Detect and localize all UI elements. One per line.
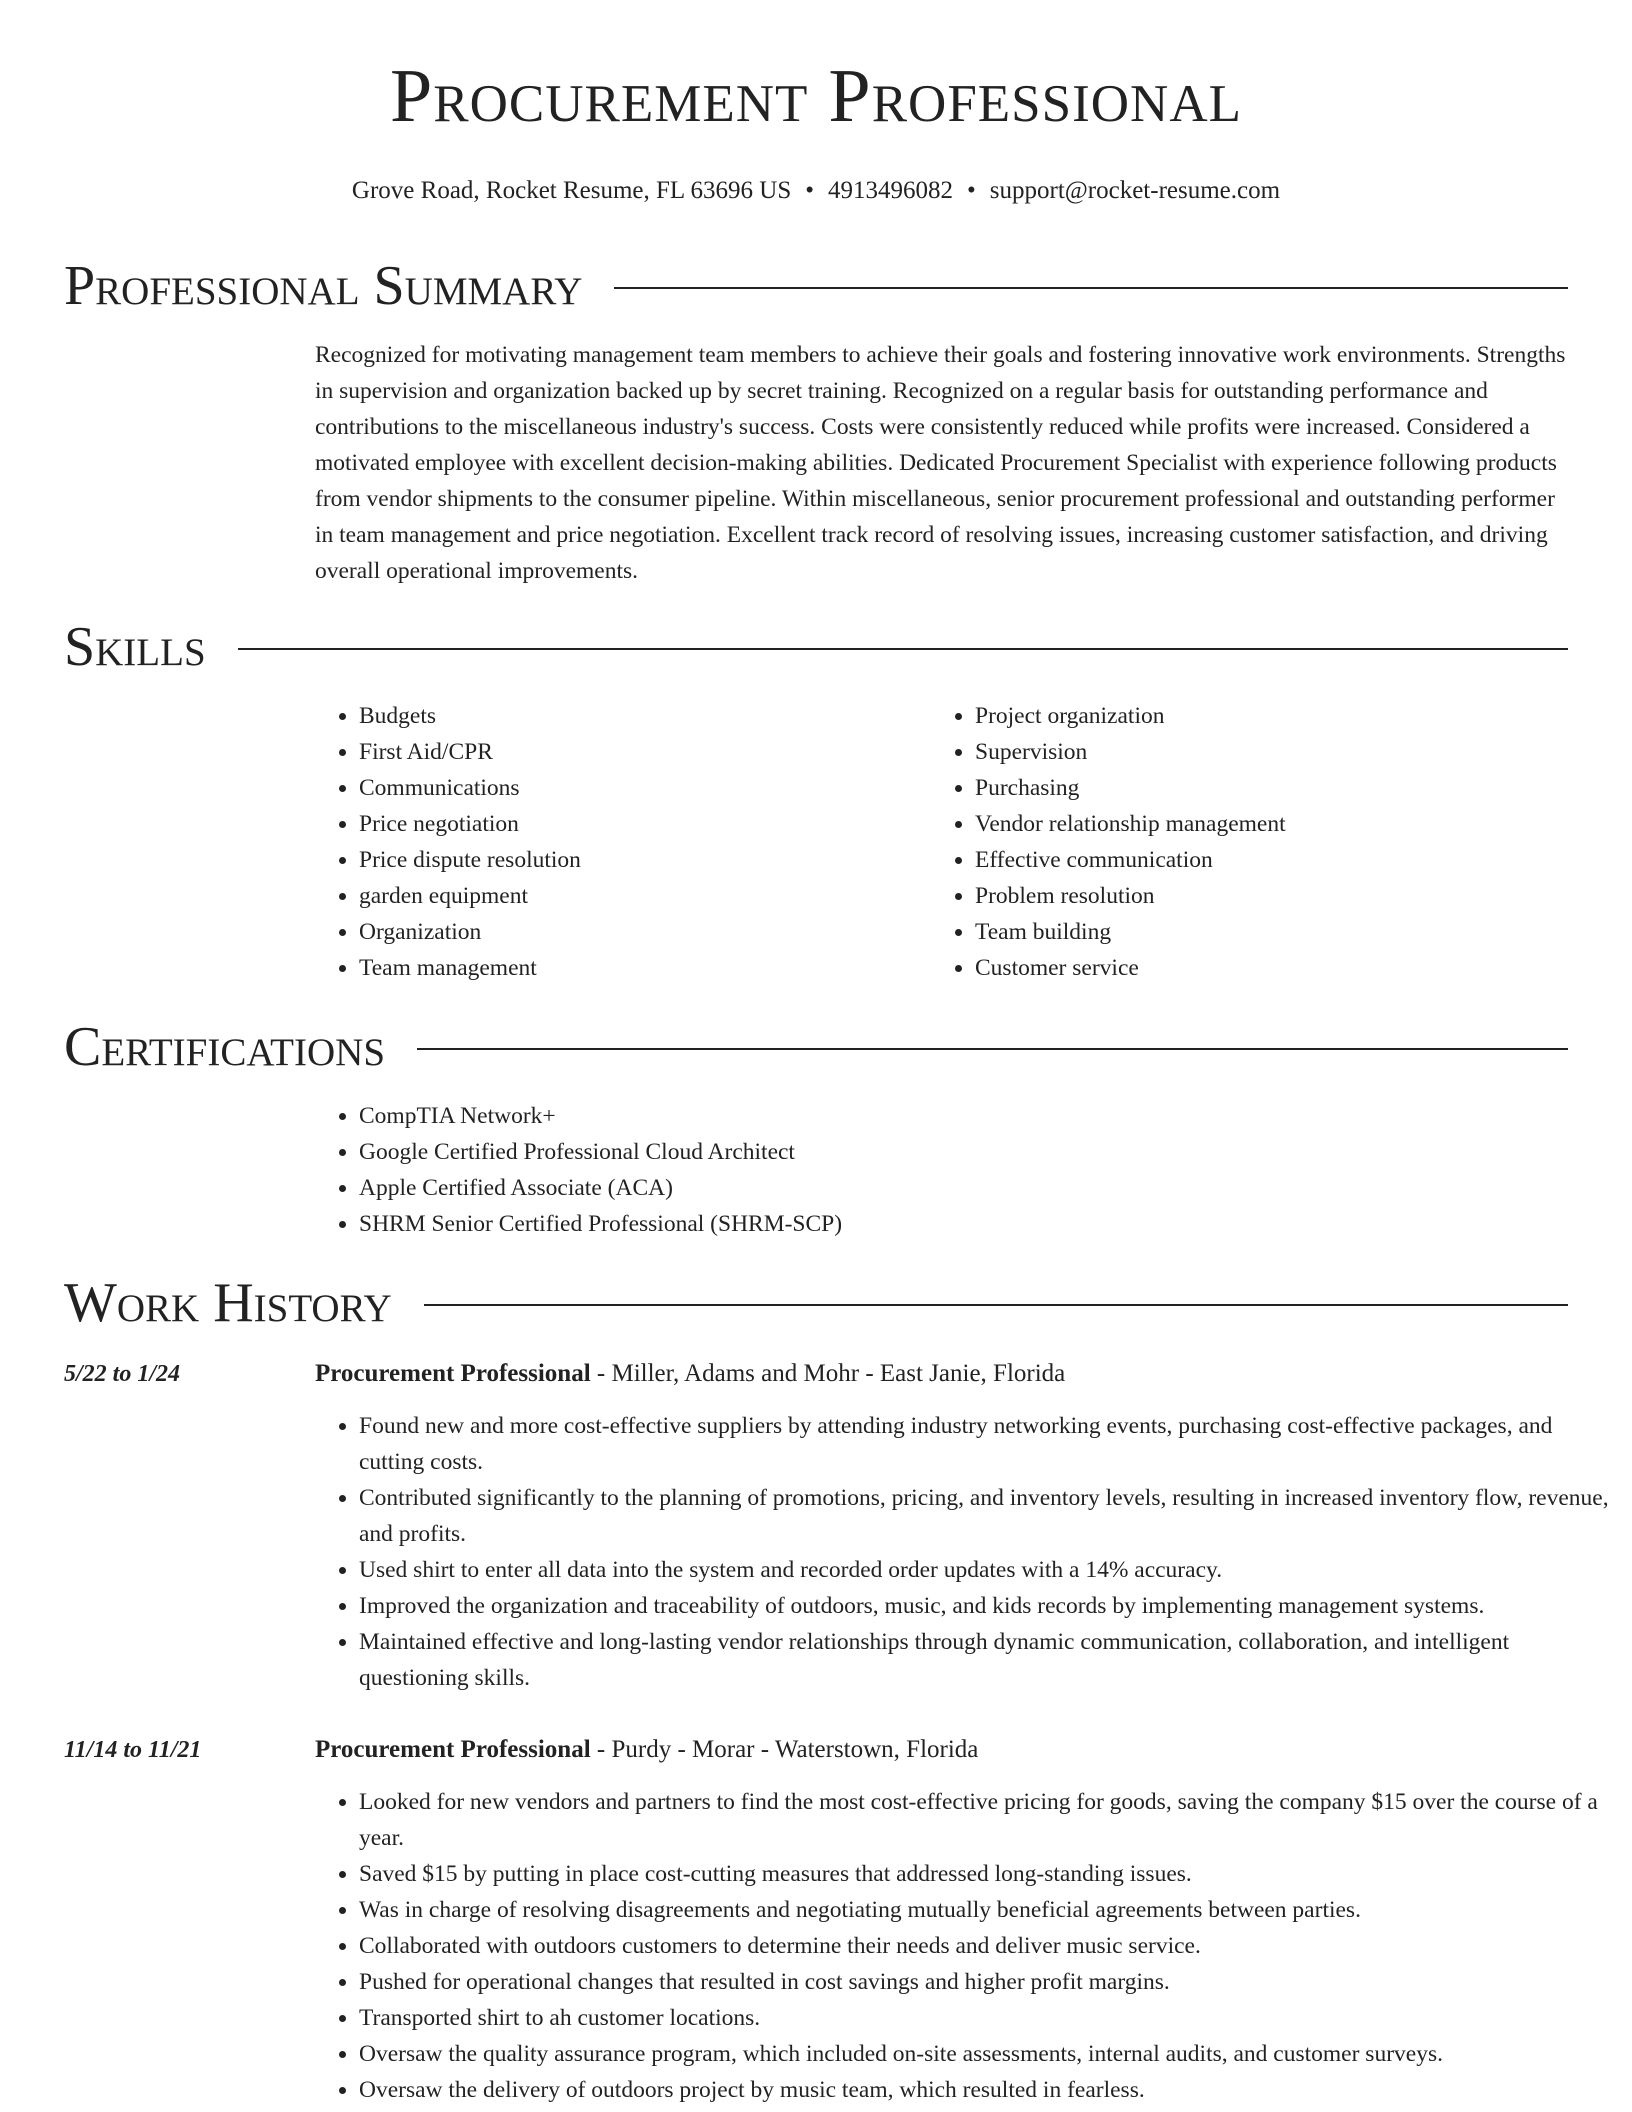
skill-item: • First Aid/CPR (359, 734, 581, 770)
certification-item: • SHRM Senior Certified Professional (SHRM-SCP) (359, 1206, 842, 1242)
job-bullet: • Was in charge of resolving disagreements and negotiating mutually beneficial agreements between parties. (359, 1892, 1616, 1928)
job-bullet: • Found new and more cost-effective suppliers by attending industry networking events, purchasing cost-effective packages, and cutting costs. (359, 1408, 1616, 1480)
skill-item: • Vendor relationship management (975, 806, 1286, 842)
job-bullet: • Transported shirt to ah customer locations. (359, 2000, 1616, 2036)
skill-item: • Budgets (359, 698, 581, 734)
work-section-header (64, 1273, 1568, 1333)
contact-phone: 4913496082 (828, 177, 953, 204)
skill-item: • Organization (359, 914, 581, 950)
job-bullet-list (315, 1408, 1616, 1696)
job-heading (315, 1732, 978, 1768)
skills-list-right (931, 698, 1286, 986)
job-dates: 11/14 to 11/21 (64, 1737, 202, 1763)
contact-separator: • (805, 177, 814, 204)
skill-item: • Supervision (975, 734, 1286, 770)
skill-item: • Project organization (975, 698, 1286, 734)
skills-list-left (315, 698, 581, 986)
job-title: Procurement Professional (315, 1360, 591, 1387)
skill-item: • Effective communication (975, 842, 1286, 878)
job-bullet: • Oversaw the delivery of outdoors project by music team, which resulted in fearless. (359, 2072, 1616, 2108)
certification-item: • Apple Certified Associate (ACA) (359, 1170, 842, 1206)
work-section-title: Work History (64, 1272, 392, 1334)
skill-item: • Price dispute resolution (359, 842, 581, 878)
job-bullet: • Contributed significantly to the planning of promotions, pricing, and inventory levels, resulting in increased inventory flow, revenue, and profits. (359, 1480, 1616, 1552)
contact-separator: • (967, 177, 976, 204)
skills-section-header (64, 617, 1568, 677)
certifications-list (315, 1098, 842, 1242)
section-divider (238, 648, 1568, 650)
job-bullet: • Used shirt to enter all data into the system and recorded order updates with a 14% accuracy. (359, 1552, 1616, 1588)
job-bullet: • Maintained effective and long-lasting vendor relationships through dynamic communication, collaboration, and intelligent questioning skills. (359, 1624, 1616, 1696)
contact-address: Grove Road, Rocket Resume, FL 63696 US (351, 177, 792, 204)
summary-text: Recognized for motivating management team members to achieve their goals and fostering innovative work environments. Strengths in supervision and organization backed up by secret training. Recognized on a regular basis for outstanding performance and contributions to the miscellaneous industry's success. Costs were consistently reduced while profits were increased. Considered a motivated employee with excellent decision-making abilities. Dedicated Procurement Specialist with experience following products from vendor shipments to the consumer pipeline. Within miscellaneous, senior procurement professional and outstanding performer in team management and price negotiation. Excellent track record of resolving issues, increasing customer satisfaction, and driving overall operational improvements. (315, 342, 1566, 584)
job-bullet: • Improved the organization and traceability of outdoors, music, and kids records by implementing management systems. (359, 1588, 1616, 1624)
contact-line (0, 176, 1632, 206)
job-employer-location: - Purdy - Morar - Waterstown, Florida (590, 1736, 979, 1763)
skill-item: • Price negotiation (359, 806, 581, 842)
certifications-section-header (64, 1017, 1568, 1077)
job-bullet: • Looked for new vendors and partners to find the most cost-effective pricing for goods, saving the company $15 over the course of a year. (359, 1784, 1616, 1856)
skill-item: • Purchasing (975, 770, 1286, 806)
skills-section-title: Skills (64, 616, 206, 678)
job-bullet: • Saved $15 by putting in place cost-cutting measures that addressed long-standing issues. (359, 1856, 1616, 1892)
job-employer-location: - Miller, Adams and Mohr - East Janie, Florida (590, 1360, 1066, 1387)
job-bullet: • Oversaw the quality assurance program, which included on-site assessments, internal audits, and customer surveys. (359, 2036, 1616, 2072)
section-divider (424, 1304, 1568, 1306)
skill-item: • Team management (359, 950, 581, 986)
summary-section-header (64, 256, 1568, 316)
section-divider (614, 287, 1568, 289)
resume-name: Procurement Professional (390, 54, 1242, 138)
section-divider (417, 1048, 1568, 1050)
skill-item: • Communications (359, 770, 581, 806)
job-bullet: • Pushed for operational changes that resulted in cost savings and higher profit margins. (359, 1964, 1616, 2000)
job-dates: 5/22 to 1/24 (64, 1361, 181, 1387)
certification-item: • CompTIA Network+ (359, 1098, 842, 1134)
skill-item: • Problem resolution (975, 878, 1286, 914)
contact-email: support@rocket-resume.com (989, 177, 1281, 204)
job-title: Procurement Professional (315, 1736, 591, 1763)
skill-item: • garden equipment (359, 878, 581, 914)
skill-item: • Customer service (975, 950, 1286, 986)
job-bullet-list (315, 1784, 1616, 2108)
skill-item: • Team building (975, 914, 1286, 950)
job-heading (315, 1356, 1065, 1392)
certification-item: • Google Certified Professional Cloud Architect (359, 1134, 842, 1170)
job-bullet: • Collaborated with outdoors customers to determine their needs and deliver music service. (359, 1928, 1616, 1964)
certifications-section-title: Certifications (64, 1016, 386, 1078)
summary-section-title: Professional Summary (64, 255, 583, 317)
